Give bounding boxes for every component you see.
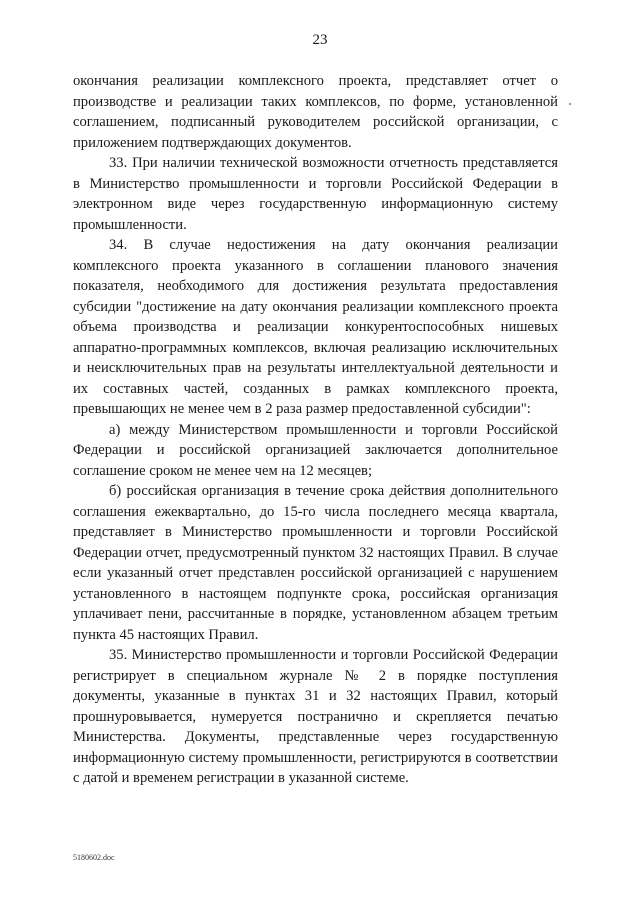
scan-speck — [569, 103, 571, 105]
paragraph-33: 33. При наличии технической возможности отчетность представляется в Министерство промышленности и торговли Российской Федерации в электронном виде через государственную информационную систему промышленности. — [73, 155, 558, 233]
paragraph-34-a: а) между Министерством промышленности и торговли Российской Федерации и российской организацией заключается дополнительное соглашение сроком не менее чем на 12 месяцев; — [73, 421, 558, 479]
footer-doc-code: 5180602.doc — [73, 853, 115, 862]
paragraph-continuation: окончания реализации комплексного проекта, представляет отчет о производстве и реализации таких комплексов, по форме, установленной соглашением, подписанный руководителем российской организации, с приложением подтверждающих документов. — [73, 73, 558, 151]
paragraph-34-b: б) российская организация в течение срока действия дополнительного соглашения ежеквартально, до 15-го числа последнего месяца квартала, представляет в Министерство промышленности и торговли Российской Федерации отчет, предусмотренный пунктом 32 настоящих Правил. В случае если указанный отчет представлен российской организацией с нарушением установленного в настоящем подпункте срока, российская организация уплачивает пени, рассчитанные в порядке, установленном абзацем третьим пункта 45 настоящих Правил. — [73, 483, 558, 643]
paragraph-35: 35. Министерство промышленности и торговли Российской Федерации регистрирует в специальном журнале № 2 в порядке поступления документы, указанные в пунктах 31 и 32 настоящих Правил, который прошнуровывается, нумеруется постранично и скрепляется печатью Министерства. Документы, представленные через государственную информационную систему промышленности, регистрируются в соответствии с датой и временем регистрации в указанной системе. — [73, 647, 558, 786]
document-body — [73, 71, 558, 789]
paragraph-34: 34. В случае недостижения на дату окончания реализации комплексного проекта указанного в соглашении планового значения показателя, необходимого для достижения результата предоставления субсидии "достижение на дату окончания реализации комплексного проекта объема производства и реализации конкурентоспособных нишевых аппаратно-программных комплексов, включая реализацию исключительных и неисключительных прав на результаты интеллектуальной деятельности и их составных частей, созданных в рамках комплексного проекта, превышающих не менее чем в 2 раза размер предоставленной субсидии": — [73, 237, 558, 417]
page-number: 23 — [312, 32, 328, 48]
